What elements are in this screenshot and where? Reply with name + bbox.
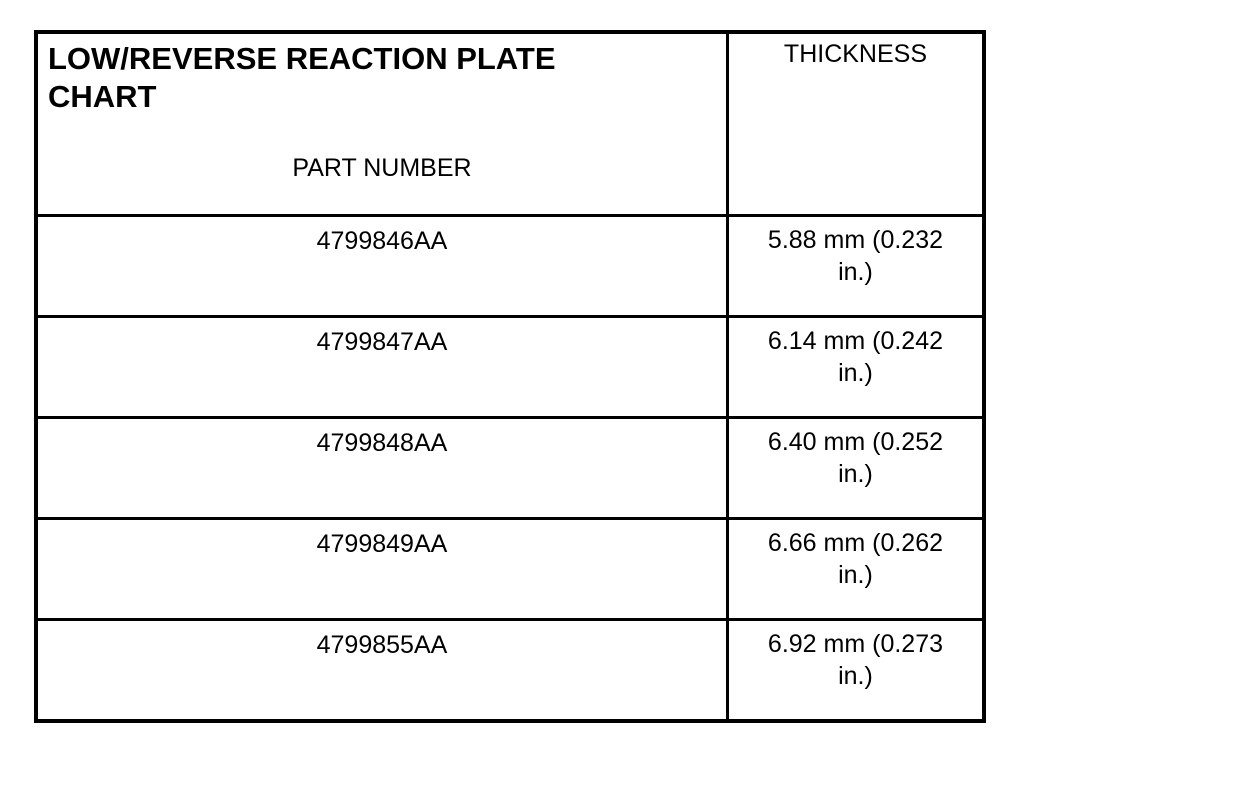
thickness-cell <box>727 620 984 721</box>
thickness-cell <box>727 519 984 620</box>
part-number-header: PART NUMBER <box>292 154 472 182</box>
part-number-cell <box>36 519 727 620</box>
thickness-value: 6.66 mm (0.262 in.) <box>767 529 944 590</box>
part-number-value: 4799849AA <box>316 530 448 559</box>
thickness-value: 5.88 mm (0.232 in.) <box>767 225 944 286</box>
table-row <box>36 519 984 620</box>
thickness-cell <box>727 316 984 417</box>
chart-title: LOW/REVERSE REACTION PLATE CHART <box>48 41 556 114</box>
part-number-value: 4799846AA <box>316 226 448 255</box>
part-number-cell <box>36 620 727 721</box>
part-number-cell <box>36 316 727 417</box>
reaction-plate-chart <box>34 30 986 723</box>
part-number-value: 4799847AA <box>316 327 448 356</box>
table-row <box>36 215 984 316</box>
thickness-cell <box>727 215 984 316</box>
thickness-cell <box>727 418 984 519</box>
header-row <box>36 32 984 215</box>
thickness-value: 6.14 mm (0.242 in.) <box>767 326 944 387</box>
header-part-cell <box>36 32 727 215</box>
part-number-value: 4799848AA <box>316 429 448 458</box>
table-row <box>36 620 984 721</box>
thickness-value: 6.92 mm (0.273 in.) <box>767 630 944 691</box>
part-number-cell <box>36 418 727 519</box>
table-row <box>36 316 984 417</box>
table-row <box>36 418 984 519</box>
thickness-header: THICKNESS <box>783 40 928 68</box>
thickness-value: 6.40 mm (0.252 in.) <box>767 428 944 489</box>
part-number-cell <box>36 215 727 316</box>
header-thickness-cell <box>727 32 984 215</box>
part-number-value: 4799855AA <box>316 631 448 660</box>
